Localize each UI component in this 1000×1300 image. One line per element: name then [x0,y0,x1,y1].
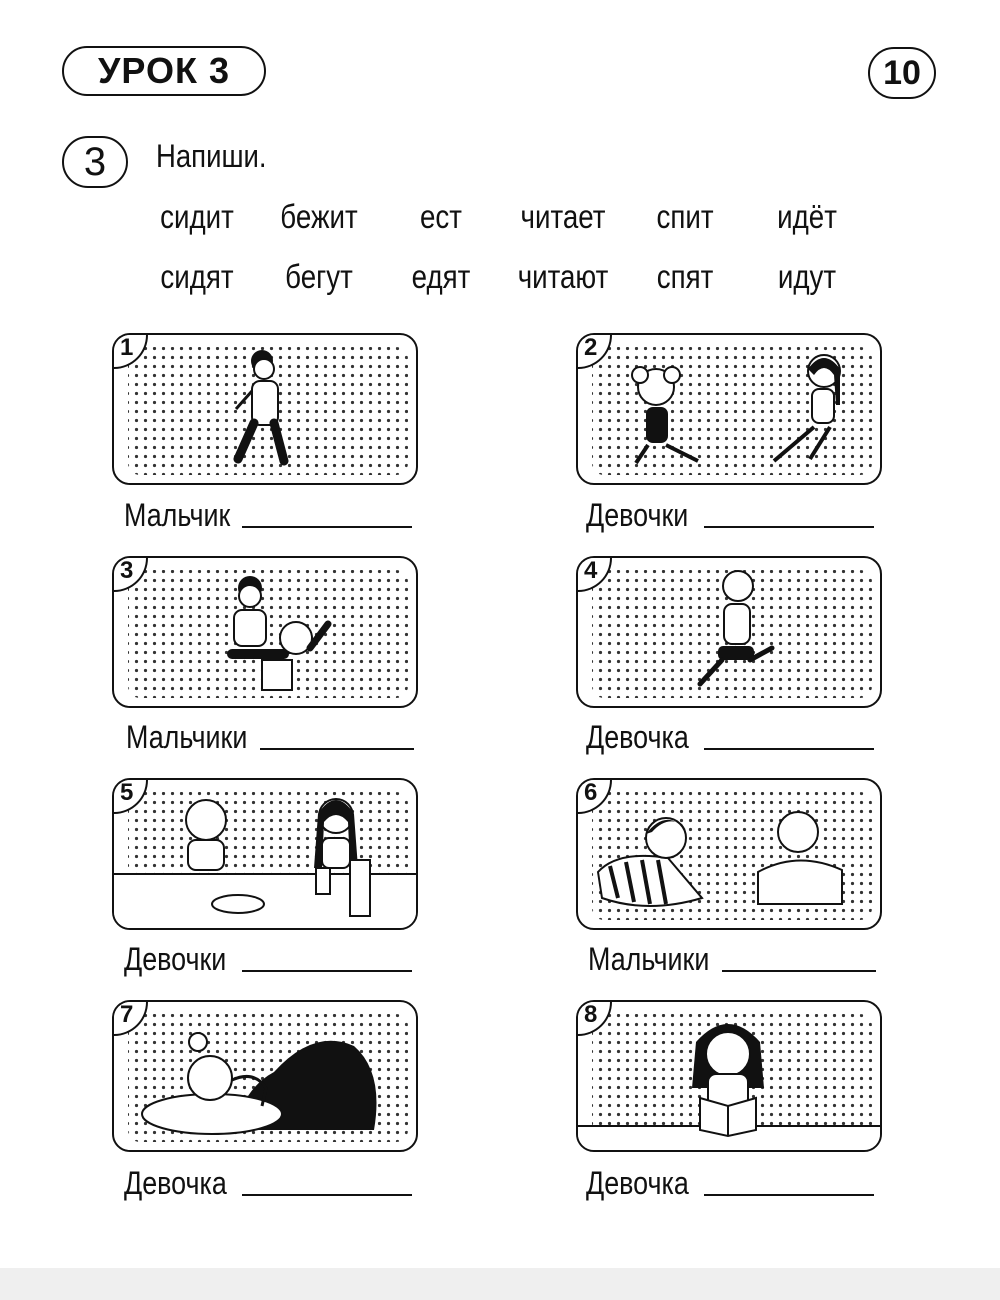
exercise-number: 3 [112,556,148,592]
exercise-subject: Девочки [586,497,689,533]
girl-reading-illustration [578,1002,882,1152]
exercise-number: 6 [576,778,612,814]
two-girls-sitting-illustration [578,335,882,485]
task-instruction: Напиши. [156,138,267,174]
exercise-number: 7 [112,1000,148,1036]
exercise-subject: Девочки [124,941,227,977]
exercise-3-picture [112,556,418,708]
exercise-number: 2 [576,333,612,369]
exercise-1-answer [124,494,414,534]
exercise-7-picture [112,1000,418,1152]
word-singular: сидит [160,198,234,235]
girl-sleeping-illustration [114,1002,418,1152]
word-plural: спят [656,258,714,295]
exercise-subject: Девочка [586,1165,689,1201]
word-singular: идёт [777,198,837,235]
exercise-subject: Мальчики [126,719,248,755]
boy-walking-illustration [114,335,418,485]
lesson-title: УРОК 3 [62,46,266,96]
exercise-number: 5 [112,778,148,814]
answer-line[interactable] [242,1194,412,1196]
word-singular: читает [520,198,606,235]
exercise-3-answer [126,716,416,756]
word-plural: едят [411,258,471,295]
exercise-6-answer [588,938,878,978]
answer-line[interactable] [704,1194,874,1196]
exercise-2-picture [576,333,882,485]
word-plural: бегут [285,258,353,295]
exercise-5-picture [112,778,418,930]
exercise-7-answer [124,1162,414,1202]
exercise-8-answer [586,1162,876,1202]
exercise-subject: Девочка [586,719,689,755]
exercise-number: 1 [112,333,148,369]
exercise-subject: Девочка [124,1165,227,1201]
task-number: 3 [62,136,128,188]
two-boys-reading-illustration [114,558,418,708]
girl-running-illustration [578,558,882,708]
answer-line[interactable] [242,970,412,972]
exercise-2-answer [586,494,876,534]
exercise-4-picture [576,556,882,708]
exercise-number: 8 [576,1000,612,1036]
answer-line[interactable] [722,970,876,972]
two-girls-eating-illustration [114,780,418,930]
answer-line[interactable] [260,748,414,750]
answer-line[interactable] [242,526,412,528]
word-singular: ест [420,198,462,235]
exercise-8-picture [576,1000,882,1152]
answer-line[interactable] [704,526,874,528]
word-plural: читают [517,258,609,295]
exercise-6-picture [576,778,882,930]
word-plural: сидят [160,258,234,295]
page-number: 10 [868,47,936,99]
exercise-5-answer [124,938,414,978]
word-singular: спит [656,198,714,235]
exercise-1-picture [112,333,418,485]
exercise-4-answer [586,716,876,756]
exercise-subject: Мальчик [124,497,231,533]
word-singular: бежит [280,198,358,235]
exercise-number: 4 [576,556,612,592]
page-bottom-band [0,1268,1000,1300]
two-boys-sleeping-illustration [578,780,882,930]
word-plural: идут [777,258,837,295]
exercise-subject: Мальчики [588,941,710,977]
answer-line[interactable] [704,748,874,750]
